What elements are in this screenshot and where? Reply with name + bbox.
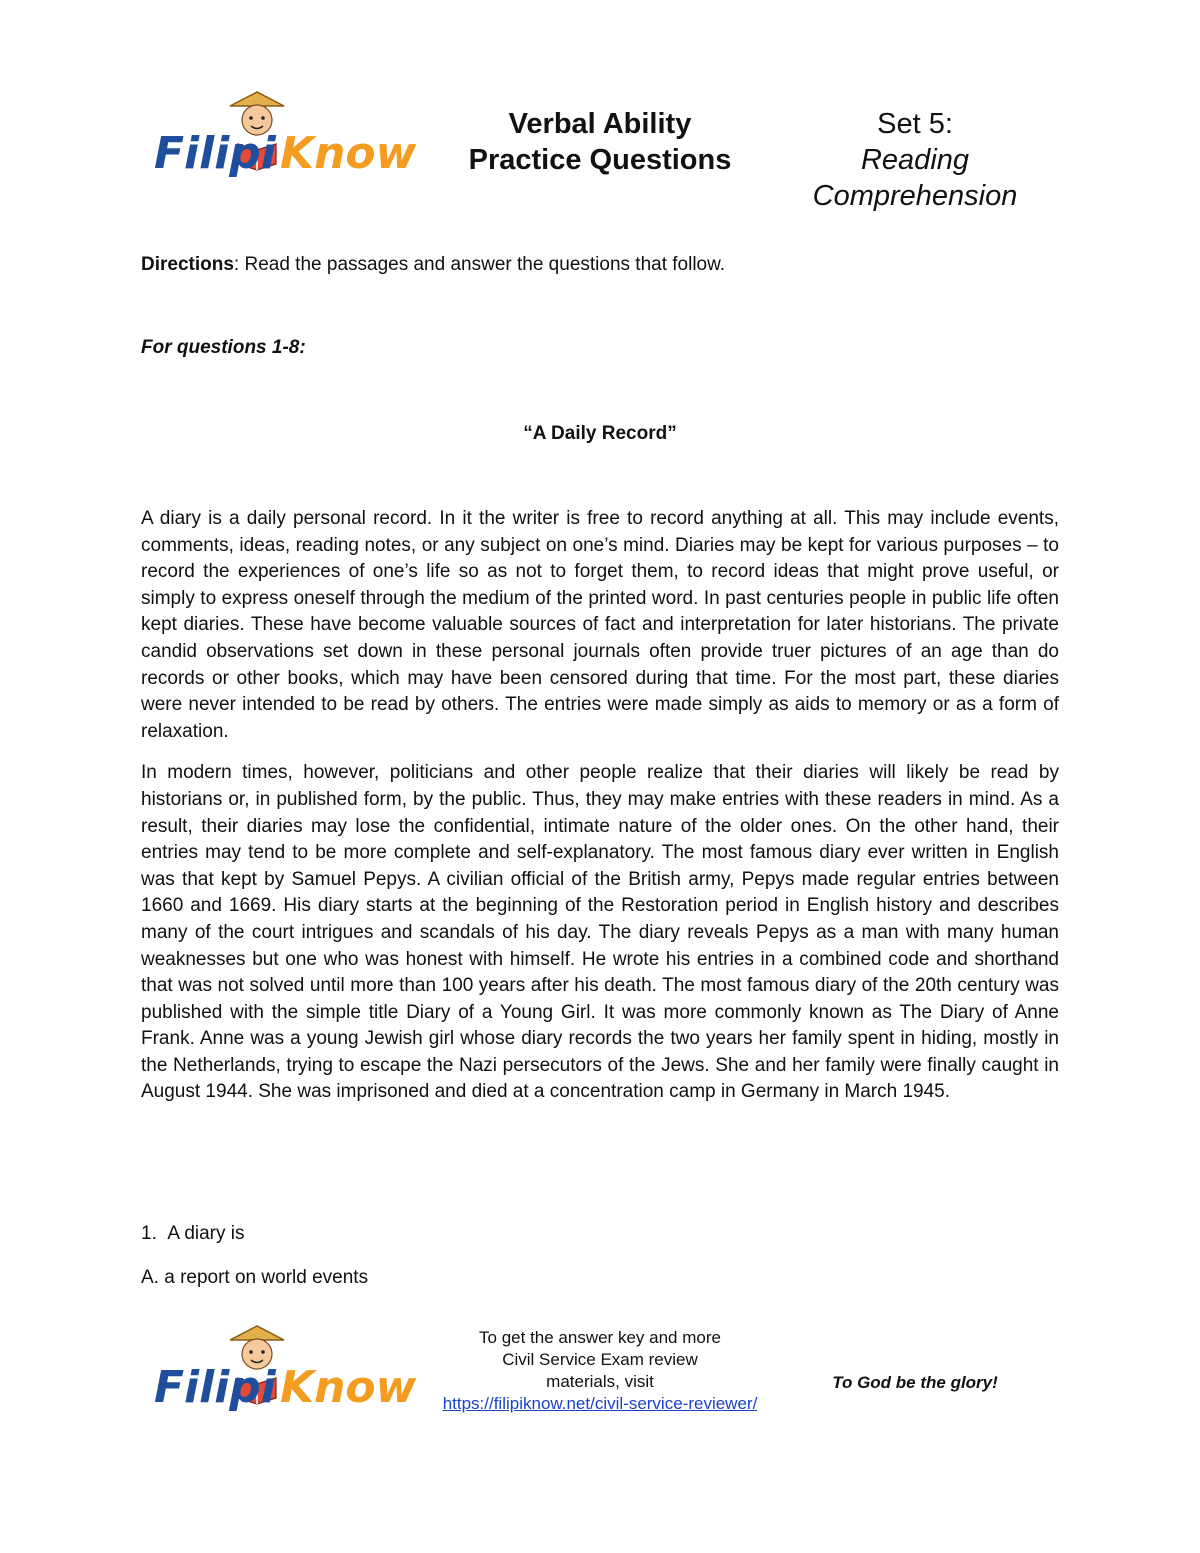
svg-text:Filipi: Filipi — [154, 128, 276, 179]
footer-info — [440, 1327, 760, 1415]
passage-paragraph-2: In modern times, however, politicians and other people realize that their diaries will likely be read by historians or, in published form, by the public. Thus, they may make entries with these readers in mind. As a result, their diaries may lose the confidential, intimate nature of the older ones. On the other hand, their entries may tend to be more complete and self-explanatory. The most famous diary ever written in English was that kept by Samuel Pepys. A civilian official of the British army, Pepys made regular entries between 1660 and 1669. His diary starts at the beginning of the Restoration period in English history and describes many of the court intrigues and scandals of his day. The diary reveals Pepys as a man with many human weaknesses but one who was honest with himself. He wrote his entries in a combined code and shorthand that was not solved until more than 100 years after his death. The most famous diary of the 20th century was published with the simple title Diary of a Young Girl. It was more commonly known as The Diary of Anne Frank. Anne was a young Jewish girl whose diary records the two years her family spent in hiding, mostly in the Netherlands, trying to escape the Nazi persecutors of the Jews. She and her family were finally caught in August 1944. She was imprisoned and died at a concentration camp in Germany in March 1945. — [141, 762, 1059, 1103]
footer-motto: To God be the glory! — [832, 1373, 998, 1392]
set-topic-line-2: Comprehension — [812, 180, 1018, 212]
title-line-1: Verbal Ability — [508, 108, 692, 140]
title-line-2: Practice Questions — [468, 144, 732, 176]
footer-line-2: Civil Service Exam review — [502, 1350, 698, 1369]
footer-line-1: To get the answer key and more — [479, 1328, 721, 1347]
question-1 — [141, 1222, 245, 1246]
footer-logo — [152, 1322, 422, 1422]
question-1-option-a: A. a report on world events — [141, 1267, 369, 1288]
svg-text:Know: Know — [280, 128, 417, 179]
passage-body — [141, 506, 1059, 1121]
reviewer-link-text: https://filipiknow.net/civil-service-reviewer/ — [442, 1394, 758, 1413]
directions-label: Directions — [141, 254, 234, 275]
header-logo — [152, 88, 422, 188]
set-topic-line-1: Reading — [860, 144, 970, 176]
document-title — [440, 106, 760, 178]
svg-text:Filipi: Filipi — [154, 1362, 276, 1413]
question-number: 1. — [141, 1223, 157, 1244]
passage-paragraph-1: A diary is a daily personal record. In it the writer is free to record anything at all. This may include events, comments, ideas, reading notes, or any subject on one’s mind. Diaries may be kept for various purposes – to record the experiences of one’s life so as not to forget them, to record ideas that might prove useful, or simply to express oneself through the medium of the printed word. In past centuries people in public life often kept diaries. These have become valuable sources of fact and interpretation for later historians. The private candid observations set down in these personal journals often provide truer pictures of an age than do records or other books, which may have been censored during that time. For the most part, these diaries were never intended to be read by others. The entries were made simply as aids to memory or as a form of relaxation. — [141, 508, 1059, 742]
passage-title: “A Daily Record” — [523, 423, 677, 444]
set-heading — [790, 106, 1040, 214]
footer-line-3: materials, visit — [546, 1372, 654, 1391]
set-label: Set 5: — [877, 108, 953, 140]
reviewer-link[interactable] — [443, 1394, 758, 1413]
filipiknow-logo-icon — [152, 1322, 422, 1422]
question-text: A diary is — [167, 1223, 245, 1244]
svg-text:Know: Know — [280, 1362, 417, 1413]
questions-range: For questions 1-8: — [141, 337, 306, 358]
directions — [141, 253, 725, 277]
filipiknow-logo-icon — [152, 88, 422, 188]
directions-text: : Read the passages and answer the questions that follow. — [233, 254, 726, 275]
